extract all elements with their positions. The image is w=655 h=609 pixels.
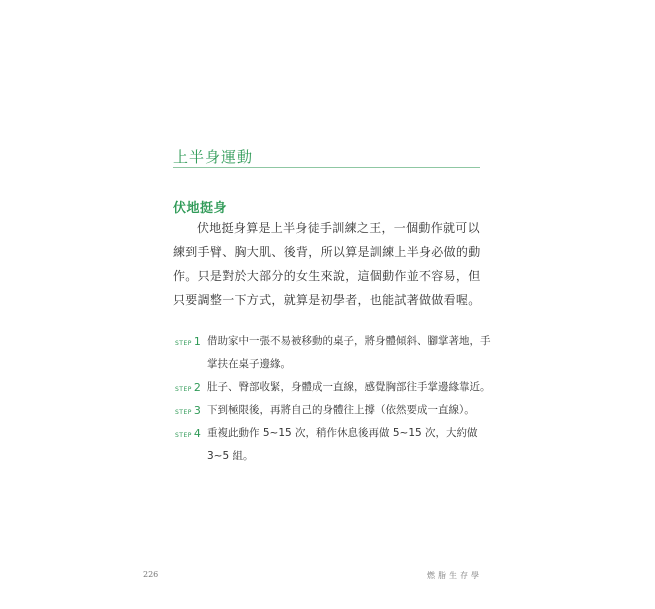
step-number: 1 xyxy=(193,335,201,348)
step-item-1 xyxy=(173,330,493,376)
section-title: 伏地挺身 xyxy=(173,201,228,216)
step-word: STEP xyxy=(175,340,192,347)
step-text: 借助家中一張不易被移動的桌子，將身體傾斜、腳掌著地，手掌扶在桌子邊緣。 xyxy=(207,335,491,370)
step-text: 重複此動作 5~15 次，稍作休息後再做 5~15 次，大約做 3~5 組。 xyxy=(207,427,478,462)
page-number: 226 xyxy=(143,570,159,579)
step-word: STEP xyxy=(175,432,192,439)
step-label xyxy=(175,422,201,447)
chapter-heading xyxy=(173,147,480,168)
step-number: 4 xyxy=(193,427,201,440)
step-item-2 xyxy=(173,376,493,399)
step-label xyxy=(175,399,201,424)
running-title: 燃脂生存學 xyxy=(427,571,482,580)
step-label xyxy=(175,330,201,355)
step-label xyxy=(175,376,201,401)
step-item-4 xyxy=(173,422,493,468)
step-text: 肚子、臀部收緊，身體成一直線，感覺胸部往手掌邊緣靠近。 xyxy=(207,381,491,393)
step-list xyxy=(173,330,493,468)
step-number: 3 xyxy=(193,404,201,417)
step-word: STEP xyxy=(175,409,192,416)
step-word: STEP xyxy=(175,386,192,393)
step-text: 下到極限後，再將自己的身體往上撐（依然要成一直線）。 xyxy=(207,404,475,416)
step-number: 2 xyxy=(193,381,201,394)
intro-paragraph: 伏地挺身算是上半身徒手訓練之王，一個動作就可以練到手臂、胸大肌、後背，所以算是訓練上半身必做的動作。只是對於大部分的女生來說，這個動作並不容易，但只要調整一下方式，就算是初學者，也能試著做做看喔。 xyxy=(173,221,481,307)
step-item-3 xyxy=(173,399,493,422)
chapter-heading-text: 上半身運動 xyxy=(173,148,254,166)
